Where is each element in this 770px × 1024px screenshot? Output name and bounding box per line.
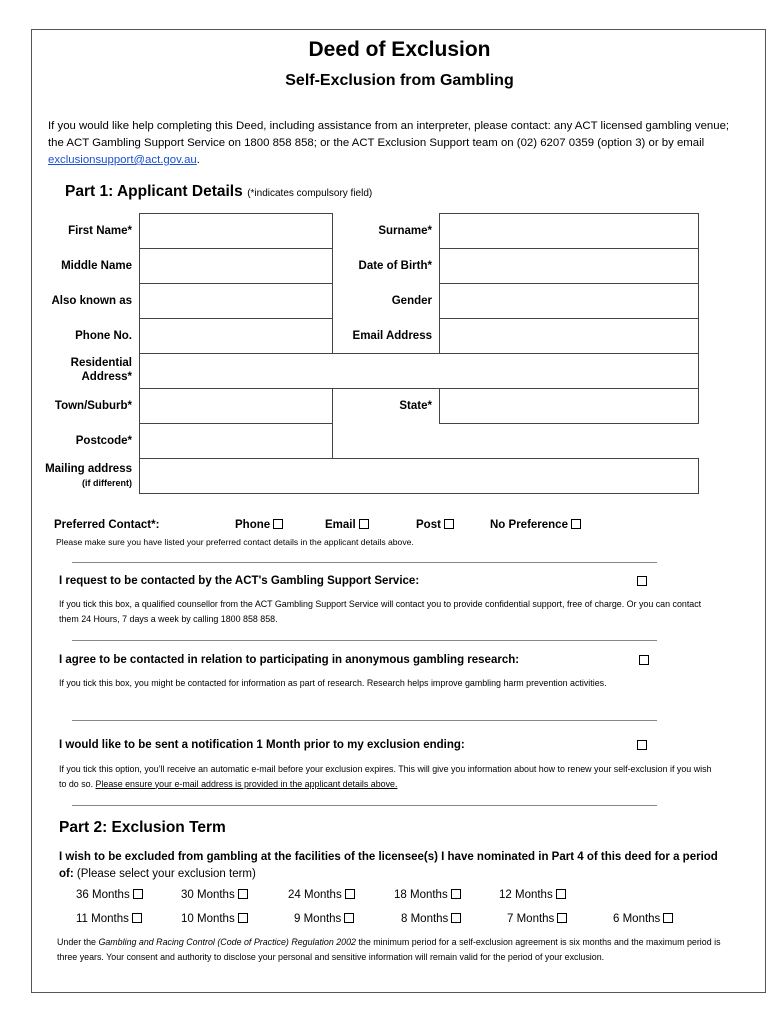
postcode-field[interactable] (139, 423, 333, 459)
email-address-field[interactable] (439, 318, 699, 354)
term-18-label: 18 Months (394, 889, 448, 901)
support-email-link[interactable]: exclusionsupport@act.gov.au (48, 154, 197, 166)
middle-name-label: Middle Name (61, 260, 132, 272)
exclusion-term-question-bold: I wish to be excluded from gambling at the facilities of the licensee(s) I have nominated in Part 4 of this deed for a period of: (59, 851, 718, 880)
pref-none-option[interactable] (490, 519, 581, 531)
term-9-label: 9 Months (294, 913, 342, 925)
footnote-regulation-name: Gambling and Racing Control (Code of Practice) Regulation 2002 (98, 937, 356, 947)
gss-contact-note: If you tick this box, a qualified counsellor from the ACT Gambling Support Service will contact you to provide confidential support, free of charge. Or you can contact them 24 Hours, 7 days a week by calling 1800 858 858. (59, 599, 702, 624)
term-36-option[interactable] (76, 889, 143, 901)
pref-post-checkbox[interactable] (444, 519, 454, 529)
notification-question: I would like to be sent a notification 1 Month prior to my exclusion ending: (59, 739, 465, 751)
part2-heading: Part 2: Exclusion Term (59, 819, 226, 836)
research-note: If you tick this box, you might be contacted for information as part of research. Research helps improve gambling harm prevention activities. (59, 678, 607, 688)
state-label: State* (399, 400, 432, 412)
intro-end: . (196, 154, 200, 166)
pref-phone-option[interactable] (235, 519, 283, 531)
residential-label (32, 356, 132, 384)
surname-label: Surname* (378, 225, 432, 237)
regulation-footnote (57, 935, 722, 965)
document-title: Deed of Exclusion (308, 38, 491, 61)
gss-contact-question: I request to be contacted by the ACT's Gambling Support Service: (59, 575, 420, 587)
term-7-option[interactable] (507, 913, 567, 925)
exclusion-term-question (59, 849, 719, 883)
term-11-option[interactable] (76, 913, 142, 925)
term-30-checkbox[interactable] (238, 889, 248, 899)
gender-field[interactable] (439, 283, 699, 319)
first-name-field[interactable] (139, 213, 333, 249)
term-18-checkbox[interactable] (451, 889, 461, 899)
divider (72, 562, 657, 563)
pref-email-checkbox[interactable] (359, 519, 369, 529)
part1-heading-row (65, 183, 372, 201)
term-10-checkbox[interactable] (238, 913, 248, 923)
gender-label: Gender (391, 295, 432, 307)
term-8-option[interactable] (401, 913, 461, 925)
mailing-label-line1: Mailing address (45, 463, 132, 475)
notification-note-emphasis: Please ensure your e-mail address is provided in the applicant details above. (95, 778, 398, 789)
compulsory-note: (*indicates compulsory field) (247, 188, 373, 199)
term-24-option[interactable] (288, 889, 355, 901)
term-30-label: 30 Months (181, 889, 235, 901)
research-checkbox[interactable] (639, 655, 649, 665)
term-6-label: 6 Months (613, 913, 661, 925)
term-6-checkbox[interactable] (663, 913, 673, 923)
middle-name-field[interactable] (139, 248, 333, 284)
notification-note-text: If you tick this option, you’ll receive an automatic e-mail before your exclusion expires. This will give you information about how to renew your self-exclusion if you wish to do so. (59, 764, 712, 789)
dob-field[interactable] (439, 248, 699, 284)
term-24-label: 24 Months (288, 889, 342, 901)
email-address-label: Email Address (352, 330, 432, 342)
aka-label: Also known as (51, 295, 132, 307)
term-12-option[interactable] (499, 889, 566, 901)
phone-field[interactable] (139, 318, 333, 354)
preferred-contact-label: Preferred Contact*: (54, 519, 160, 531)
phone-label: Phone No. (75, 330, 132, 342)
mailing-label-line2: (if different) (82, 478, 132, 488)
aka-field[interactable] (139, 283, 333, 319)
pref-phone-checkbox[interactable] (273, 519, 283, 529)
notification-checkbox[interactable] (637, 740, 647, 750)
term-10-option[interactable] (181, 913, 248, 925)
pref-none-checkbox[interactable] (571, 519, 581, 529)
term-11-label: 11 Months (76, 913, 129, 925)
pref-post-label: Post (416, 519, 441, 531)
term-10-label: 10 Months (181, 913, 235, 925)
term-18-option[interactable] (394, 889, 461, 901)
residential-label-line1: Residential (70, 357, 132, 369)
term-30-option[interactable] (181, 889, 248, 901)
pref-none-label: No Preference (490, 519, 568, 531)
term-24-checkbox[interactable] (345, 889, 355, 899)
footnote-post: the minimum period for a self-exclusion agreement is six months and the maximum period is three years. Your consent and authority to disclose your personal and sensitive information will remain valid for the period of your exclusion. (57, 937, 721, 962)
term-12-checkbox[interactable] (556, 889, 566, 899)
part1-heading: Part 1: Applicant Details (65, 183, 243, 200)
term-9-checkbox[interactable] (344, 913, 354, 923)
term-36-label: 36 Months (76, 889, 130, 901)
research-question: I agree to be contacted in relation to participating in anonymous gambling research: (59, 654, 520, 666)
state-field[interactable] (439, 388, 699, 424)
surname-field[interactable] (439, 213, 699, 249)
town-field[interactable] (139, 388, 333, 424)
term-7-label: 7 Months (507, 913, 555, 925)
term-8-label: 8 Months (401, 913, 449, 925)
term-7-checkbox[interactable] (557, 913, 567, 923)
term-36-checkbox[interactable] (133, 889, 143, 899)
exclusion-term-question-hint: (Please select your exclusion term) (73, 868, 256, 880)
term-8-checkbox[interactable] (451, 913, 461, 923)
notification-note (59, 762, 719, 791)
pref-email-label: Email (325, 519, 356, 531)
first-name-label: First Name* (68, 225, 132, 237)
divider (72, 640, 657, 641)
term-6-option[interactable] (613, 913, 673, 925)
intro-text: If you would like help completing this Deed, including assistance from an interpreter, please contact: any ACT licensed gambling venue; the ACT Gambling Support Service on 1800 858 858; or the ACT Exclusion Support team on (02) 6207 0359 (option 3) or by email (48, 120, 730, 149)
mailing-label (32, 462, 132, 490)
deed-page (31, 29, 766, 993)
town-label: Town/Suburb* (54, 400, 132, 412)
term-12-label: 12 Months (499, 889, 553, 901)
gss-contact-checkbox[interactable] (637, 576, 647, 586)
pref-email-option[interactable] (325, 519, 369, 531)
document-subtitle: Self-Exclusion from Gambling (285, 72, 514, 89)
dob-label: Date of Birth* (358, 260, 432, 272)
pref-phone-label: Phone (235, 519, 271, 531)
divider (72, 805, 657, 806)
intro-paragraph (48, 118, 738, 169)
postcode-label: Postcode* (75, 435, 132, 447)
term-11-checkbox[interactable] (132, 913, 142, 923)
mailing-address-field[interactable] (139, 458, 699, 494)
residential-label-line2: Address* (81, 371, 132, 383)
pref-post-option[interactable] (416, 519, 454, 531)
preferred-contact-note: Please make sure you have listed your preferred contact details in the applicant details above. (56, 537, 414, 547)
footnote-pre: Under the (57, 937, 99, 947)
residential-address-field[interactable] (139, 353, 699, 389)
divider (72, 720, 657, 721)
term-9-option[interactable] (294, 913, 354, 925)
